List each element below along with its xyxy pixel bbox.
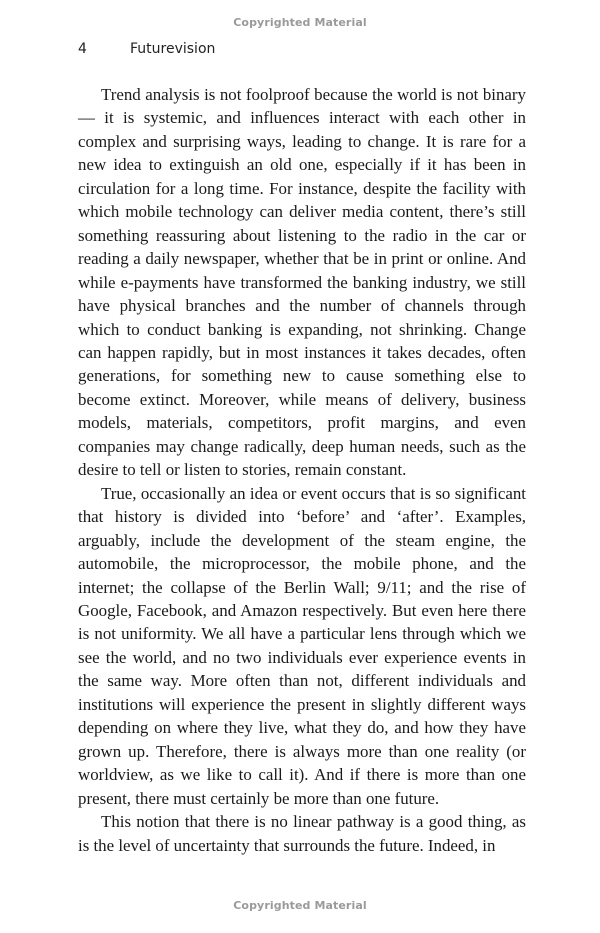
- page-body: [78, 83, 526, 857]
- paragraph-1: Trend analysis is not foolproof because the world is not binary — it is systemic, and influences interact with each other in complex and surprising ways, leading to change. It is rare for a new idea to extinguish an old one, especially if it has been in circulation for a long time. For instance, despite the facility with which mobile technology can deliver media content, there’s still something reassuring about listening to the radio in the car or reading a daily newspaper, whether that be in print or online. And while e-payments have transformed the banking industry, we still have physical branches and the number of channels through which to conduct banking is expanding, not shrinking. Change can happen rapidly, but in most instances it takes decades, often generations, for something new to cause something else to become extinct. Moreover, while means of delivery, business models, materials, competitors, profit margins, and even companies may change radically, deep human needs, such as the desire to tell or listen to stories, remain constant.: [78, 85, 526, 480]
- paragraph-2: True, occasionally an idea or event occurs that is so significant that history is divided into ‘before’ and ‘after’. Examples, arguably, include the development of the steam engine, the automobile, the microprocessor, the mobile phone, and the internet; the collapse of the Berlin Wall; 9/11; and the rise of Google, Facebook, and Amazon respectively. But even here there is not uniformity. We all have a particular lens through which we see the world, and no two individuals ever experience events in the same way. More often than not, different individuals and institutions will experience the present in slightly different ways depending on where they live, what they do, and how they have grown up. Therefore, there is always more than one reality (or worldview, as we like to call it). And if there is more than one present, there must certainly be more than one future.: [78, 483, 526, 808]
- paragraph-3: This notion that there is no linear pathway is a good thing, as is the level of uncertainty that surrounds the future. Indeed, in: [78, 812, 526, 855]
- running-header: [78, 41, 526, 57]
- page-number: 4: [78, 41, 87, 57]
- copyright-watermark-top: Copyrighted Material: [233, 16, 367, 29]
- running-title: Futurevision: [130, 41, 216, 57]
- copyright-watermark-bottom: Copyrighted Material: [233, 899, 367, 912]
